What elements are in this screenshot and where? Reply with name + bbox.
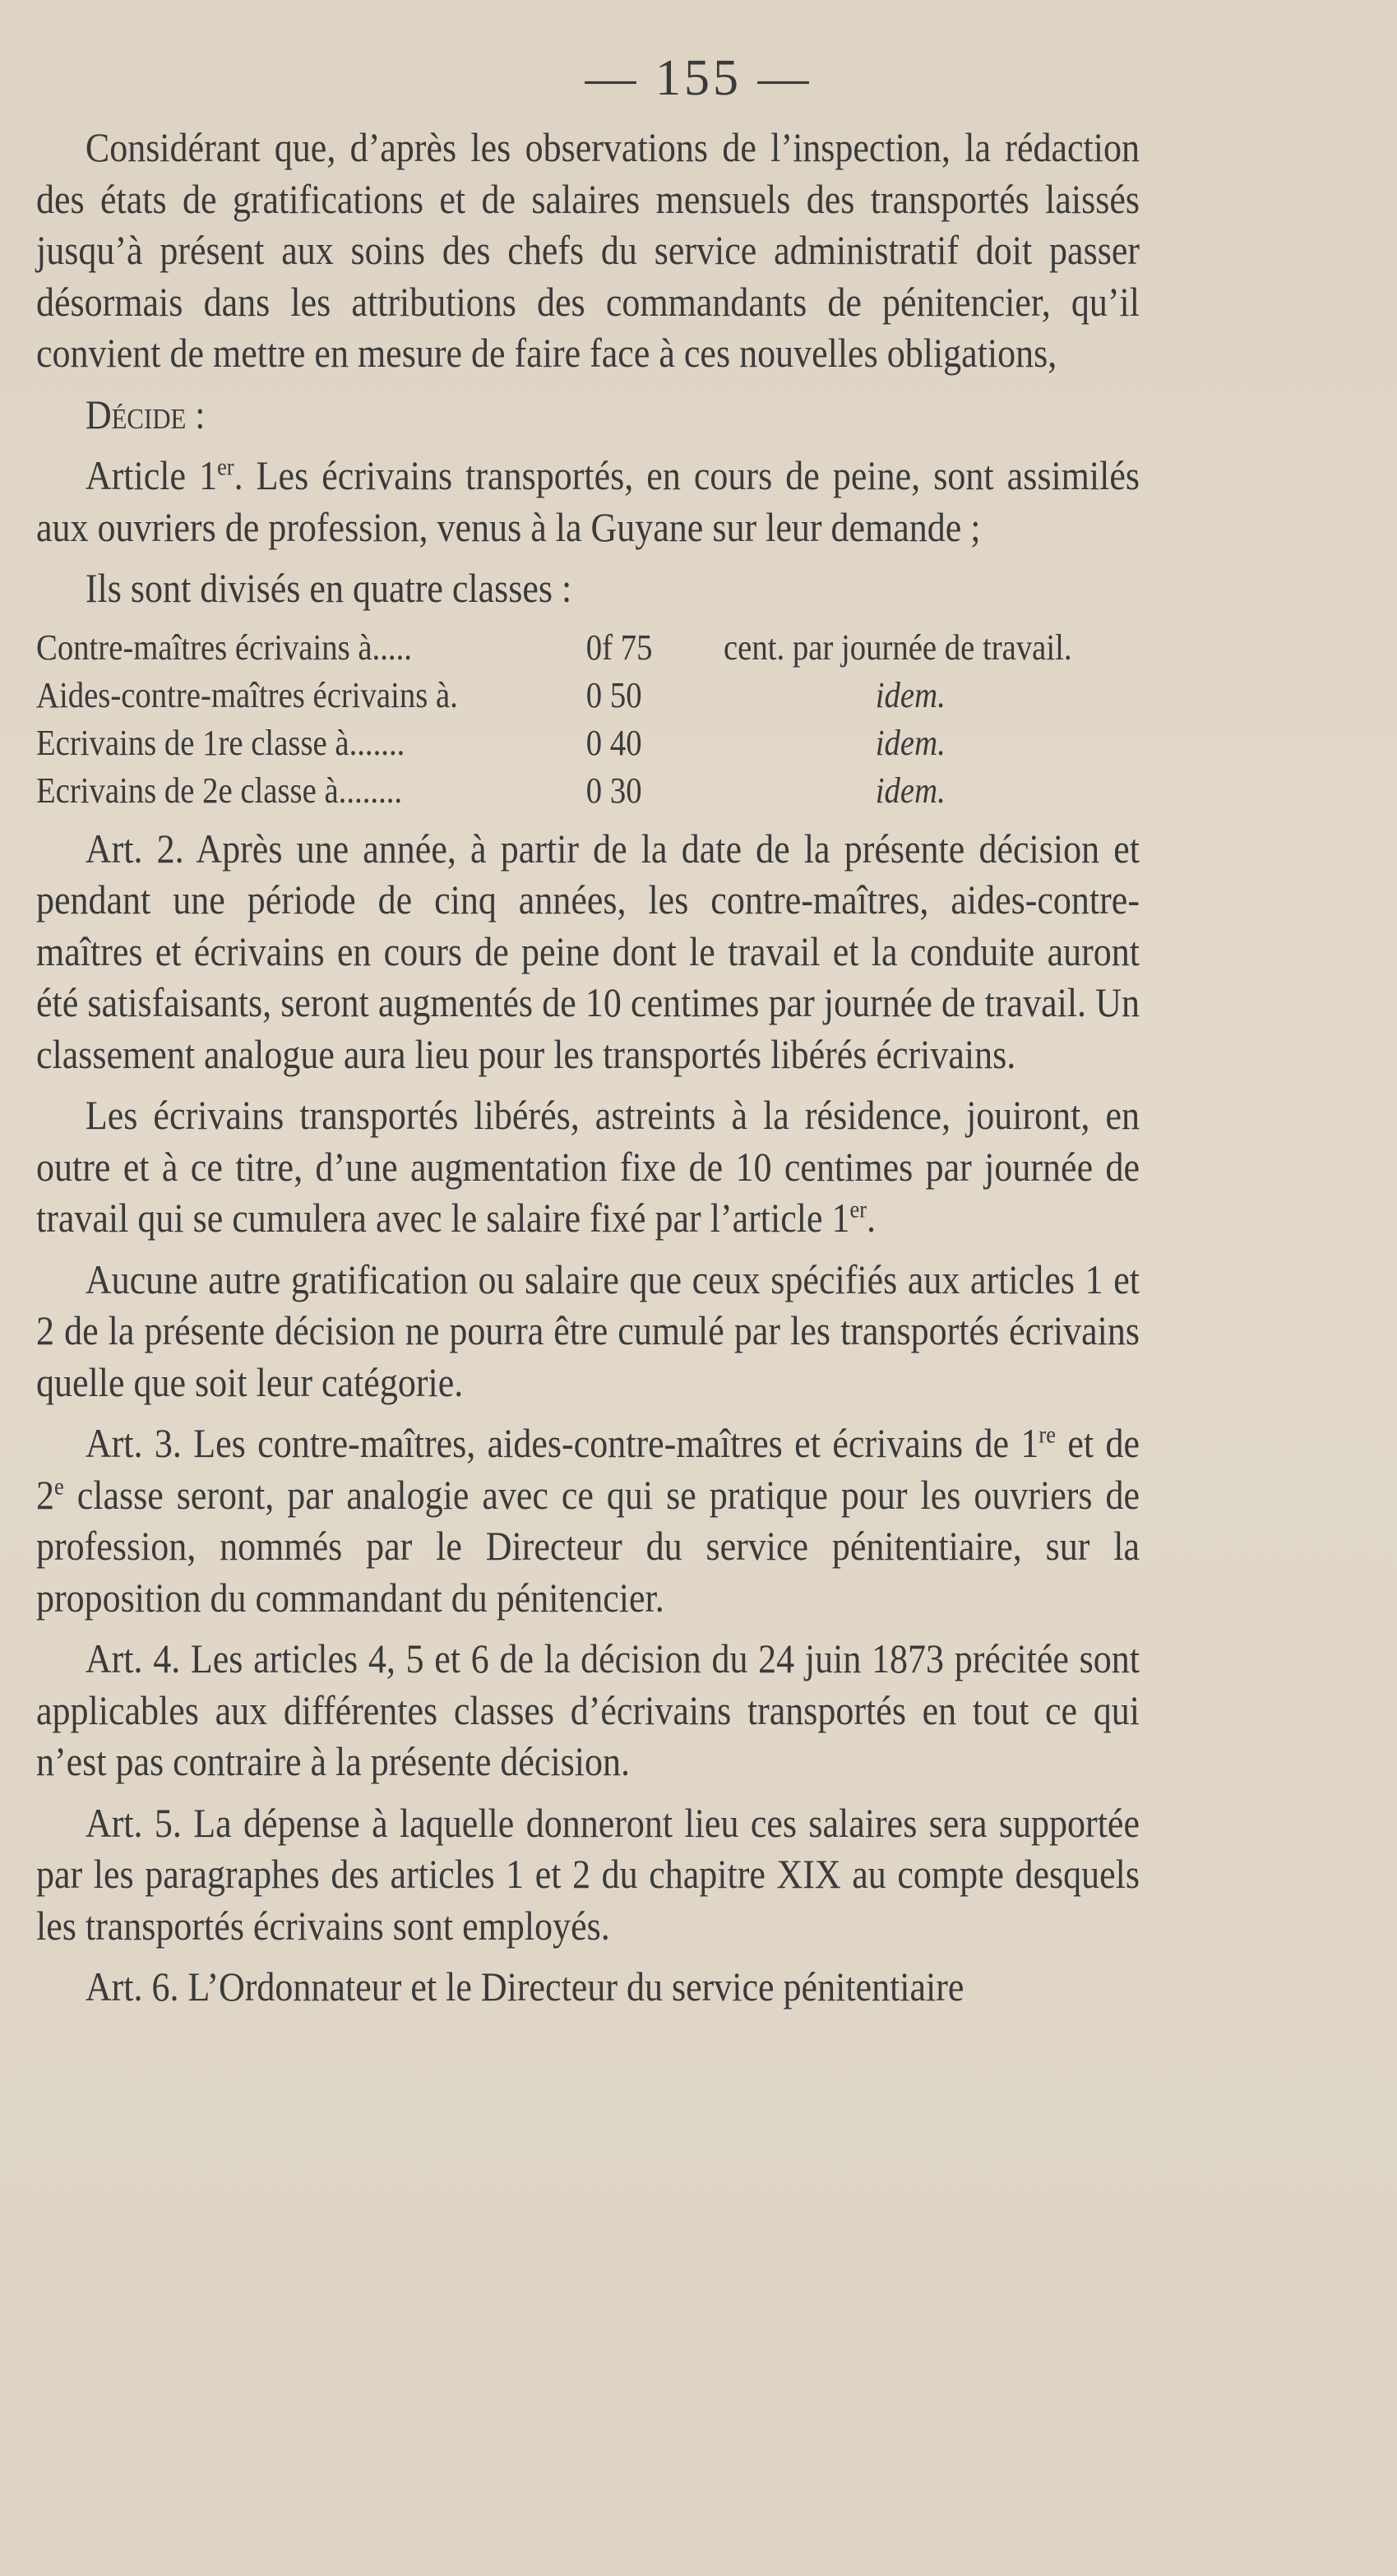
pay-scale-value: 0 40 xyxy=(585,722,642,763)
pay-scale-unit: idem. xyxy=(875,770,946,811)
pay-scale-row xyxy=(36,767,1140,815)
paragraph-liberes xyxy=(36,1089,1140,1244)
article-1-sup: er xyxy=(217,453,234,481)
pay-scale-row xyxy=(36,672,1140,719)
article-2: Art. 2. Après une année, à partir de la date de la présente décision et pendant une période de cinq années, les contre-maîtres, aides-contre-maîtres et écrivains en cours de peine dont le travail et la conduite auront été satisfaisants, seront augmentés de 10 centimes par journée de travail. Un classement analogue aura lieu pour les transportés libérés écrivains. xyxy=(36,825,1140,1077)
article-3-part3: classe seront, par analogie avec ce qui se pratique pour les ouvriers de profession, nommés par le Directeur du service pénitentiaire, sur la proposition du commandant du pénitencier. xyxy=(36,1471,1140,1621)
paragraph-liberes-end: . xyxy=(867,1195,877,1241)
pay-scale-unit: cent. par journée de travail. xyxy=(724,627,1072,668)
page-number: — 155 — xyxy=(585,50,812,106)
pay-scale-table xyxy=(36,624,1140,815)
document-body xyxy=(36,122,1140,2023)
pay-scale-label: Contre-maîtres écrivains à..... xyxy=(36,627,412,668)
pay-scale-label: Ecrivains de 2e classe à........ xyxy=(36,770,403,811)
pay-scale-row xyxy=(36,624,1140,672)
pay-scale-unit: idem. xyxy=(875,674,946,715)
article-3-sup2: e xyxy=(54,1472,64,1500)
article-4: Art. 4. Les articles 4, 5 et 6 de la décision du 24 juin 1873 précitée sont applicables aux différentes classes d’écrivains transportés en tout ce qui n’est pas contraire à la présente décision. xyxy=(36,1635,1140,1784)
article-3-part1: Art. 3. Les contre-maîtres, aides-contre-maîtres et écrivains de 1 xyxy=(85,1420,1039,1466)
article-3 xyxy=(36,1417,1140,1623)
pay-scale-value: 0f 75 xyxy=(585,627,653,668)
classes-intro: Ils sont divisés en quatre classes : xyxy=(85,565,572,611)
article-5: Art. 5. La dépense à laquelle donneront lieu ces salaires sera supportée par les paragraphes des articles 1 et 2 du chapitre XIX au compte desquels les transportés écrivains sont employés. xyxy=(36,1799,1140,1949)
article-3-sup1: re xyxy=(1038,1421,1056,1449)
pay-scale-value: 0 50 xyxy=(585,674,642,715)
article-6: Art. 6. L’Ordonnateur et le Directeur du service pénitentiaire xyxy=(85,1963,964,2009)
article-1-lead: Article 1 xyxy=(85,452,218,498)
pay-scale-label: Aides-contre-maîtres écrivains à. xyxy=(36,674,458,715)
article-1-text: . Les écrivains transportés, en cours de peine, sont assimilés aux ouvriers de profession, venus à la Guyane sur leur demande ; xyxy=(36,452,1140,550)
paragraph-liberes-text: Les écrivains transportés libérés, astreints à la résidence, jouiront, en outre et à ce titre, d’une augmentation fixe de 10 centimes par journée de travail qui se cumulera avec le salaire fixé par l’article 1 xyxy=(36,1092,1140,1241)
paragraph-liberes-sup: er xyxy=(849,1196,867,1223)
pay-scale-value: 0 30 xyxy=(585,770,642,811)
pay-scale-label: Ecrivains de 1re classe à....... xyxy=(36,722,405,763)
article-3-part2: et de 2 xyxy=(36,1420,1140,1518)
article-1 xyxy=(36,450,1140,553)
pay-scale-unit: idem. xyxy=(875,722,946,763)
intro-paragraph: Considérant que, d’après les observations de l’inspection, la rédaction des états de gratifications et de salaires mensuels des transportés laissés jusqu’à présent aux soins des chefs du service administratif doit passer désormais dans les attributions des commandants de pénitencier, qu’il convient de mettre en mesure de faire face à ces nouvelles obligations, xyxy=(36,124,1140,376)
decide-label: Décide : xyxy=(85,391,206,437)
paragraph-aucune: Aucune autre gratification ou salaire que ceux spécifiés aux articles 1 et 2 de la présente décision ne pourra être cumulé par les transportés écrivains quelle que soit leur catégorie. xyxy=(36,1256,1140,1405)
pay-scale-row xyxy=(36,719,1140,767)
